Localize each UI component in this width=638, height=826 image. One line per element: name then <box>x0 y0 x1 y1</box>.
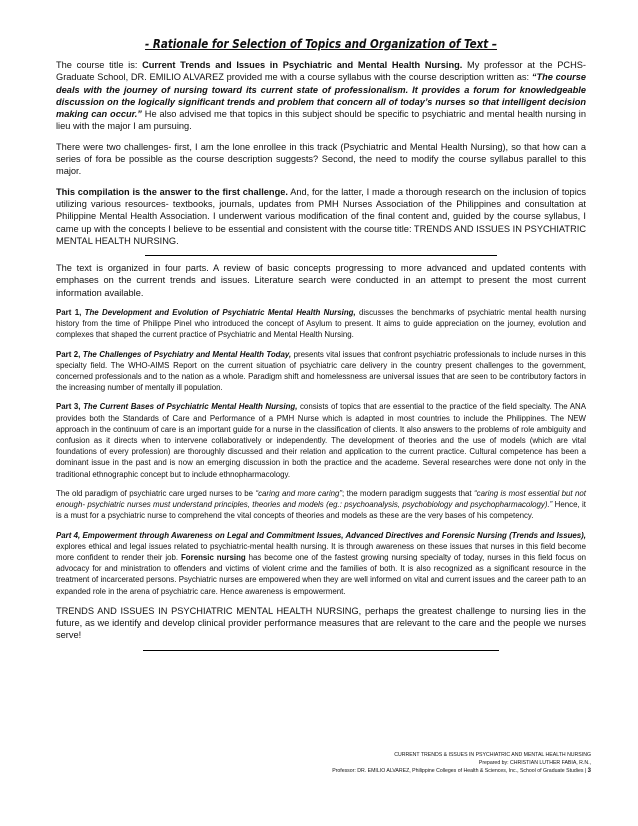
paragraph-challenges: There were two challenges- first, I am the lone enrollee in this track (Psychiatric and Mental Health Nursing), so that how can a series of fora be possible as the course description suggests? Second, the need to modify the course syllabus parallel to this major. <box>56 141 586 177</box>
page-footer <box>111 751 591 775</box>
divider-top <box>145 255 497 256</box>
footer-course: CURRENT TRENDS & ISSUES IN PSYCHIATRIC AND MENTAL HEALTH NURSING <box>394 752 591 758</box>
paragraph-paradigm: The old paradigm of psychiatric care urged nurses to be “caring and more caring”; the modern paradigm suggests that “caring is most essential but not enough- psychiatric nurses must understand principles, theories and models (eg.: psychoanalysis, psychobiology and psychopharmacology).” Hence, it is a must for a psychiatric nurse to comprehend the vital concepts of theories and models as these are the very bases of his competency. <box>56 488 586 521</box>
page-number: 3 <box>587 768 591 774</box>
paragraph-part-2: Part 2, The Challenges of Psychiatry and Mental Health Today, presents vital issues that confront psychiatric professionals to include nurses in this specialty field. The WHO-AIMS Report on the current situation of psychiatric care delivery in the country present challenges to the government, concerned professionals and to the nation as a whole. Paradigm shift and homelessness are universal issues that are seen to be contributory factors in the increasing number of mentally ill population. <box>56 349 586 393</box>
divider-bottom <box>143 650 499 651</box>
paragraph-part-4: Part 4, Empowerment through Awareness on Legal and Commitment Issues, Advanced Directives and Forensic Nursing (Trends and Issues), explores ethical and legal issues related to psychiatric-mental health nursing. It is through awareness on these issues that nurses in this field become more confident to render their job. Forensic nursing has become one of the fastest growing nursing specialty of today, nurses in this field focus on advocacy for and ministration to offenders and victims of violent crime and the families of both. It is also recognized as a significant resource in the treatment of incarcerated persons. Psychiatric nurses are empowered when they are well informed on vital and current issues and the career path to an expanded role in the arena of psychiatric care. Hence awareness is empowerment. <box>56 530 587 596</box>
footer-prepared-by: Prepared by: CHRISTIAN LUTHER FABIA, R.N., <box>478 760 591 766</box>
paragraph-closing: TRENDS AND ISSUES IN PSYCHIATRIC MENTAL HEALTH NURSING, perhaps the greatest challenge to nursing lies in the future, as we identify and develop clinical provider performance measures that are relevant to the care and the people we nurses serve! <box>56 605 586 641</box>
paragraph-part-3: Part 3, The Current Bases of Psychiatric Mental Health Nursing, consists of topics that are essential to the practice of the field specialty. The ANA provides both the Standards of Care and Performance of a PMH Nurse which is adapted in most countries to include the Philippines. The NEW approach in the continuum of care is an important guide for a nurse in the classification of clients. It also answers to the problems of role ambiguity and confusion as it directs when to intervene collaboratively or independently. The development of theories and the use of models (which are vital foundations of every profession) are thoroughly discussed and their relation and application to the current practice. Cultural competence has been a dominant issue in the past and is now an emerging discussion in both the practice and the academe. Several researches were done not only in the traditional ethnographic concept but to include ethnopharmacology. <box>56 402 586 479</box>
page-title: - Rationale for Selection of Topics and Organization of Text – <box>144 36 498 51</box>
paragraph-part-1: Part 1, The Development and Evolution of Psychiatric Mental Health Nursing, discusses the benchmarks of psychiatric mental health nursing history from the time of Philippe Pinel who introduced the concept of Asylum to present. It aims to guide appreciation on the journey, evolution and complexes that shaped the current practice of Psychiatric and Mental Health Nursing. <box>56 308 586 340</box>
paragraph-compilation: This compilation is the answer to the first challenge. And, for the latter, I made a thorough research on the inclusion of topics utilizing various resources- textbooks, journals, updates from PMH Nurses Association of the Philippines and consultation at Philippine Mental Health Association. I underwent various modification of the final content and, guided by the course syllabus, I came up with the concepts I believe to be essential and consistent with the course title: TRENDS AND ISSUES IN PSYCHIATRIC MENTAL HEALTH NURSING. <box>56 186 587 246</box>
footer-professor: Professor: DR. EMILIO ALVAREZ, Philippine Colleges of Health & Sciences, Inc., School of Graduate Studies | 3 <box>332 768 591 774</box>
paragraph-course-title: The course title is: Current Trends and Issues in Psychiatric and Mental Health Nursing. My professor at the PCHS- Graduate School, DR. EMILIO ALVAREZ provided me with a course syllabus with the course description written as: “The course deals with the journey of nursing toward its current state of professionalism. It provides a forum for knowledgeable discussion on the logically significant trends and problem that concern all of today’s nurses so that intelligent decision making can occur.” He also advised me that topics in this subject should be specific to psychiatric and mental health nursing in lieu with the major I am pursuing. <box>56 60 587 132</box>
document-page <box>56 36 586 657</box>
paragraph-organization: The text is organized in four parts. A review of basic concepts progressing to more advanced and updated contents with emphases on the current trends and issues. Literature search were conducted in an attempt to present the most current information available. <box>56 263 586 298</box>
